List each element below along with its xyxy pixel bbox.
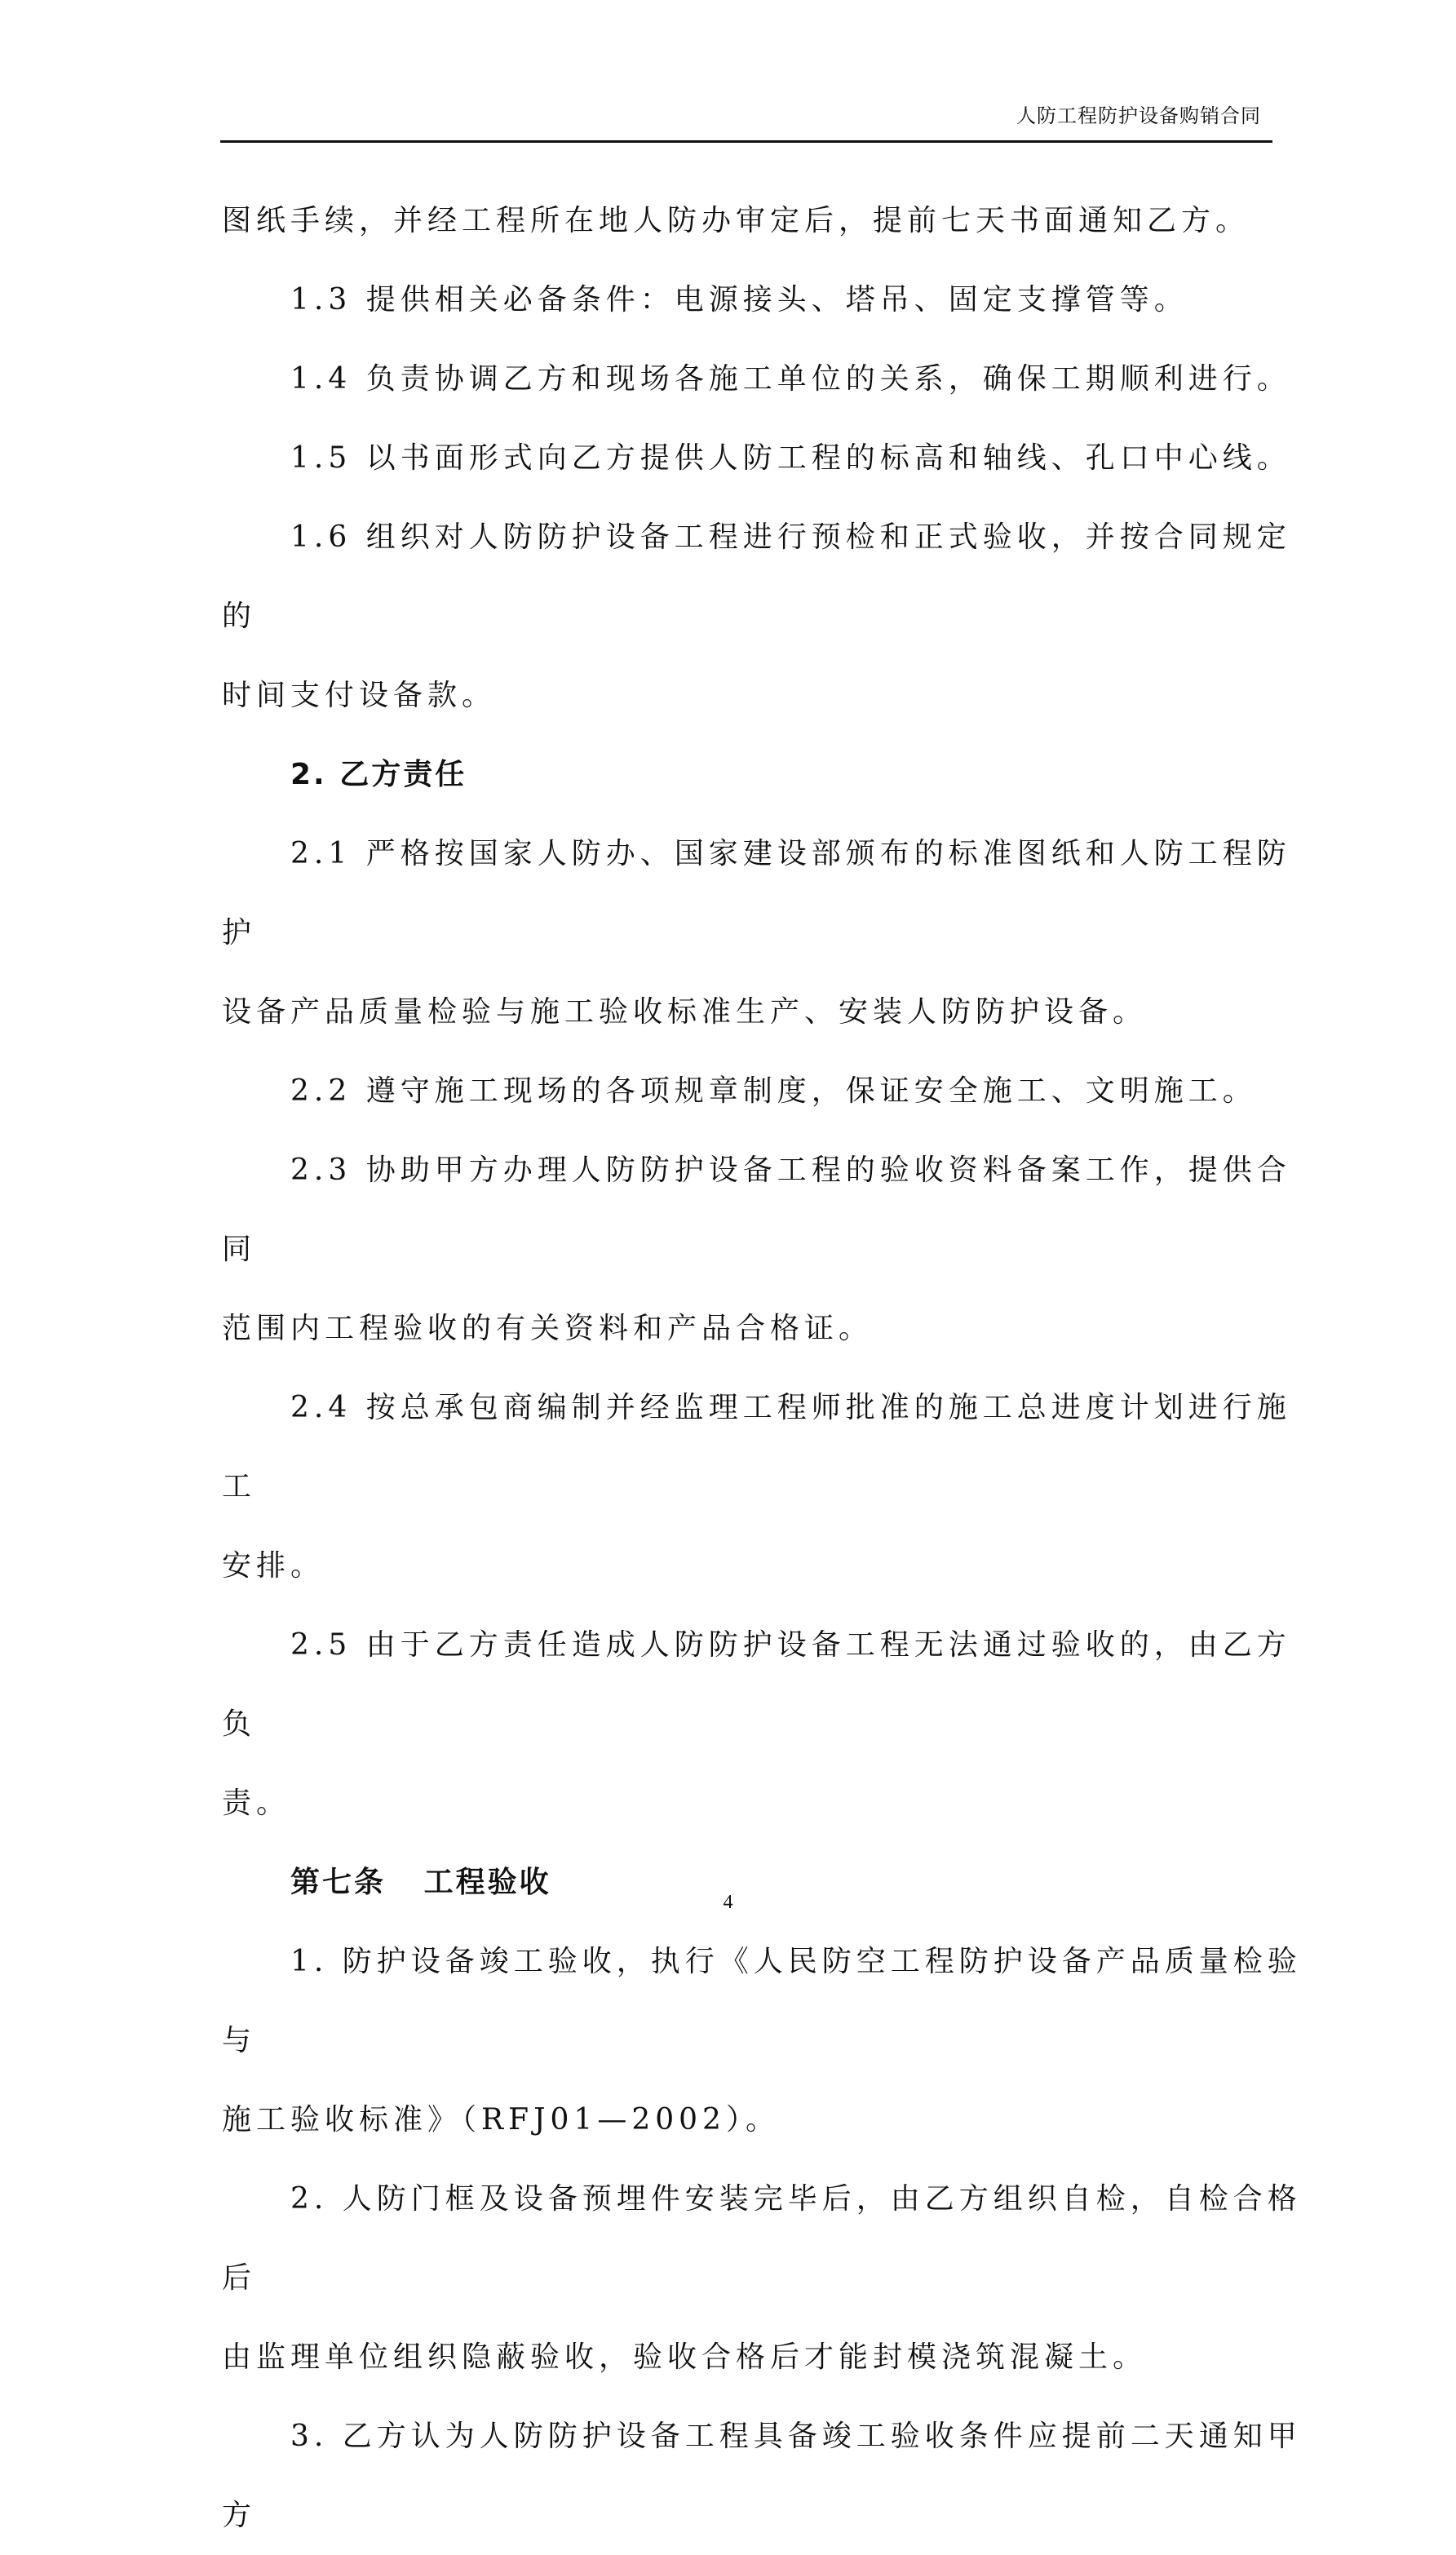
header-title: 人防工程防护设备购销合同	[1016, 104, 1261, 127]
paragraph-line: 1.5 以书面形式向乙方提供人防工程的标高和轴线、孔口中心线。	[290, 441, 1291, 475]
paragraph-line: 设备产品质量检验与施工验收标准生产、安装人防防护设备。	[222, 995, 1148, 1029]
paragraph-line: 2.4 按总承包商编制并经监理工程师批准的施工总进度计划进行施工	[222, 1391, 1291, 1503]
paragraph-line: 施工验收标准》（RFJ01—2002）。	[222, 2103, 780, 2137]
paragraph-line: 1.6 组织对人防防护设备工程进行预检和正式验收，并按合同规定的	[222, 520, 1291, 633]
paragraph-line: 1.4 负责协调乙方和现场各施工单位的关系，确保工期顺利进行。	[290, 362, 1291, 396]
paragraph-line: 2.2 遵守施工现场的各项规章制度，保证安全施工、文明施工。	[290, 1074, 1257, 1108]
paragraph-line: 图纸手续，并经工程所在地人防办审定后，提前七天书面通知乙方。	[222, 204, 1250, 237]
paragraph-line: 责。	[222, 1787, 291, 1820]
paragraph-line: 3. 乙方认为人防防护设备工程具备竣工验收条件应提前二天通知甲方	[222, 2420, 1302, 2532]
paragraph-line: 时间支付设备款。	[222, 679, 497, 712]
article-heading: 第七条 工程验收	[290, 1866, 551, 1899]
paragraph-line: 2.5 由于乙方责任造成人防防护设备工程无法通过验收的，由乙方负	[222, 1628, 1291, 1741]
paragraph-line: 安排。	[222, 1549, 325, 1583]
page-header	[220, 98, 1272, 143]
paragraph-line: 范围内工程验收的有关资料和产品合格证。	[222, 1312, 874, 1345]
paragraph-line: 2. 人防门框及设备预埋件安装完毕后，由乙方组织自检，自检合格后	[222, 2182, 1302, 2295]
paragraph-line: 2.3 协助甲方办理人防防护设备工程的验收资料备案工作，提供合同	[222, 1154, 1291, 1266]
paragraph-line: 1.3 提供相关必备条件：电源接头、塔吊、固定支撑管等。	[290, 283, 1188, 317]
section-heading: 2. 乙方责任	[290, 758, 467, 791]
document-body	[222, 181, 1323, 2555]
paragraph-line: 由监理单位组织隐蔽验收，验收合格后才能封模浇筑混凝土。	[222, 2340, 1148, 2374]
paragraph-line: 2.1 严格按国家人防办、国家建设部颁布的标准图纸和人防工程防护	[222, 837, 1291, 950]
paragraph-line: 1. 防护设备竣工验收，执行《人民防空工程防护设备产品质量检验与	[222, 1945, 1302, 2057]
page-number: 4	[723, 1892, 733, 1913]
